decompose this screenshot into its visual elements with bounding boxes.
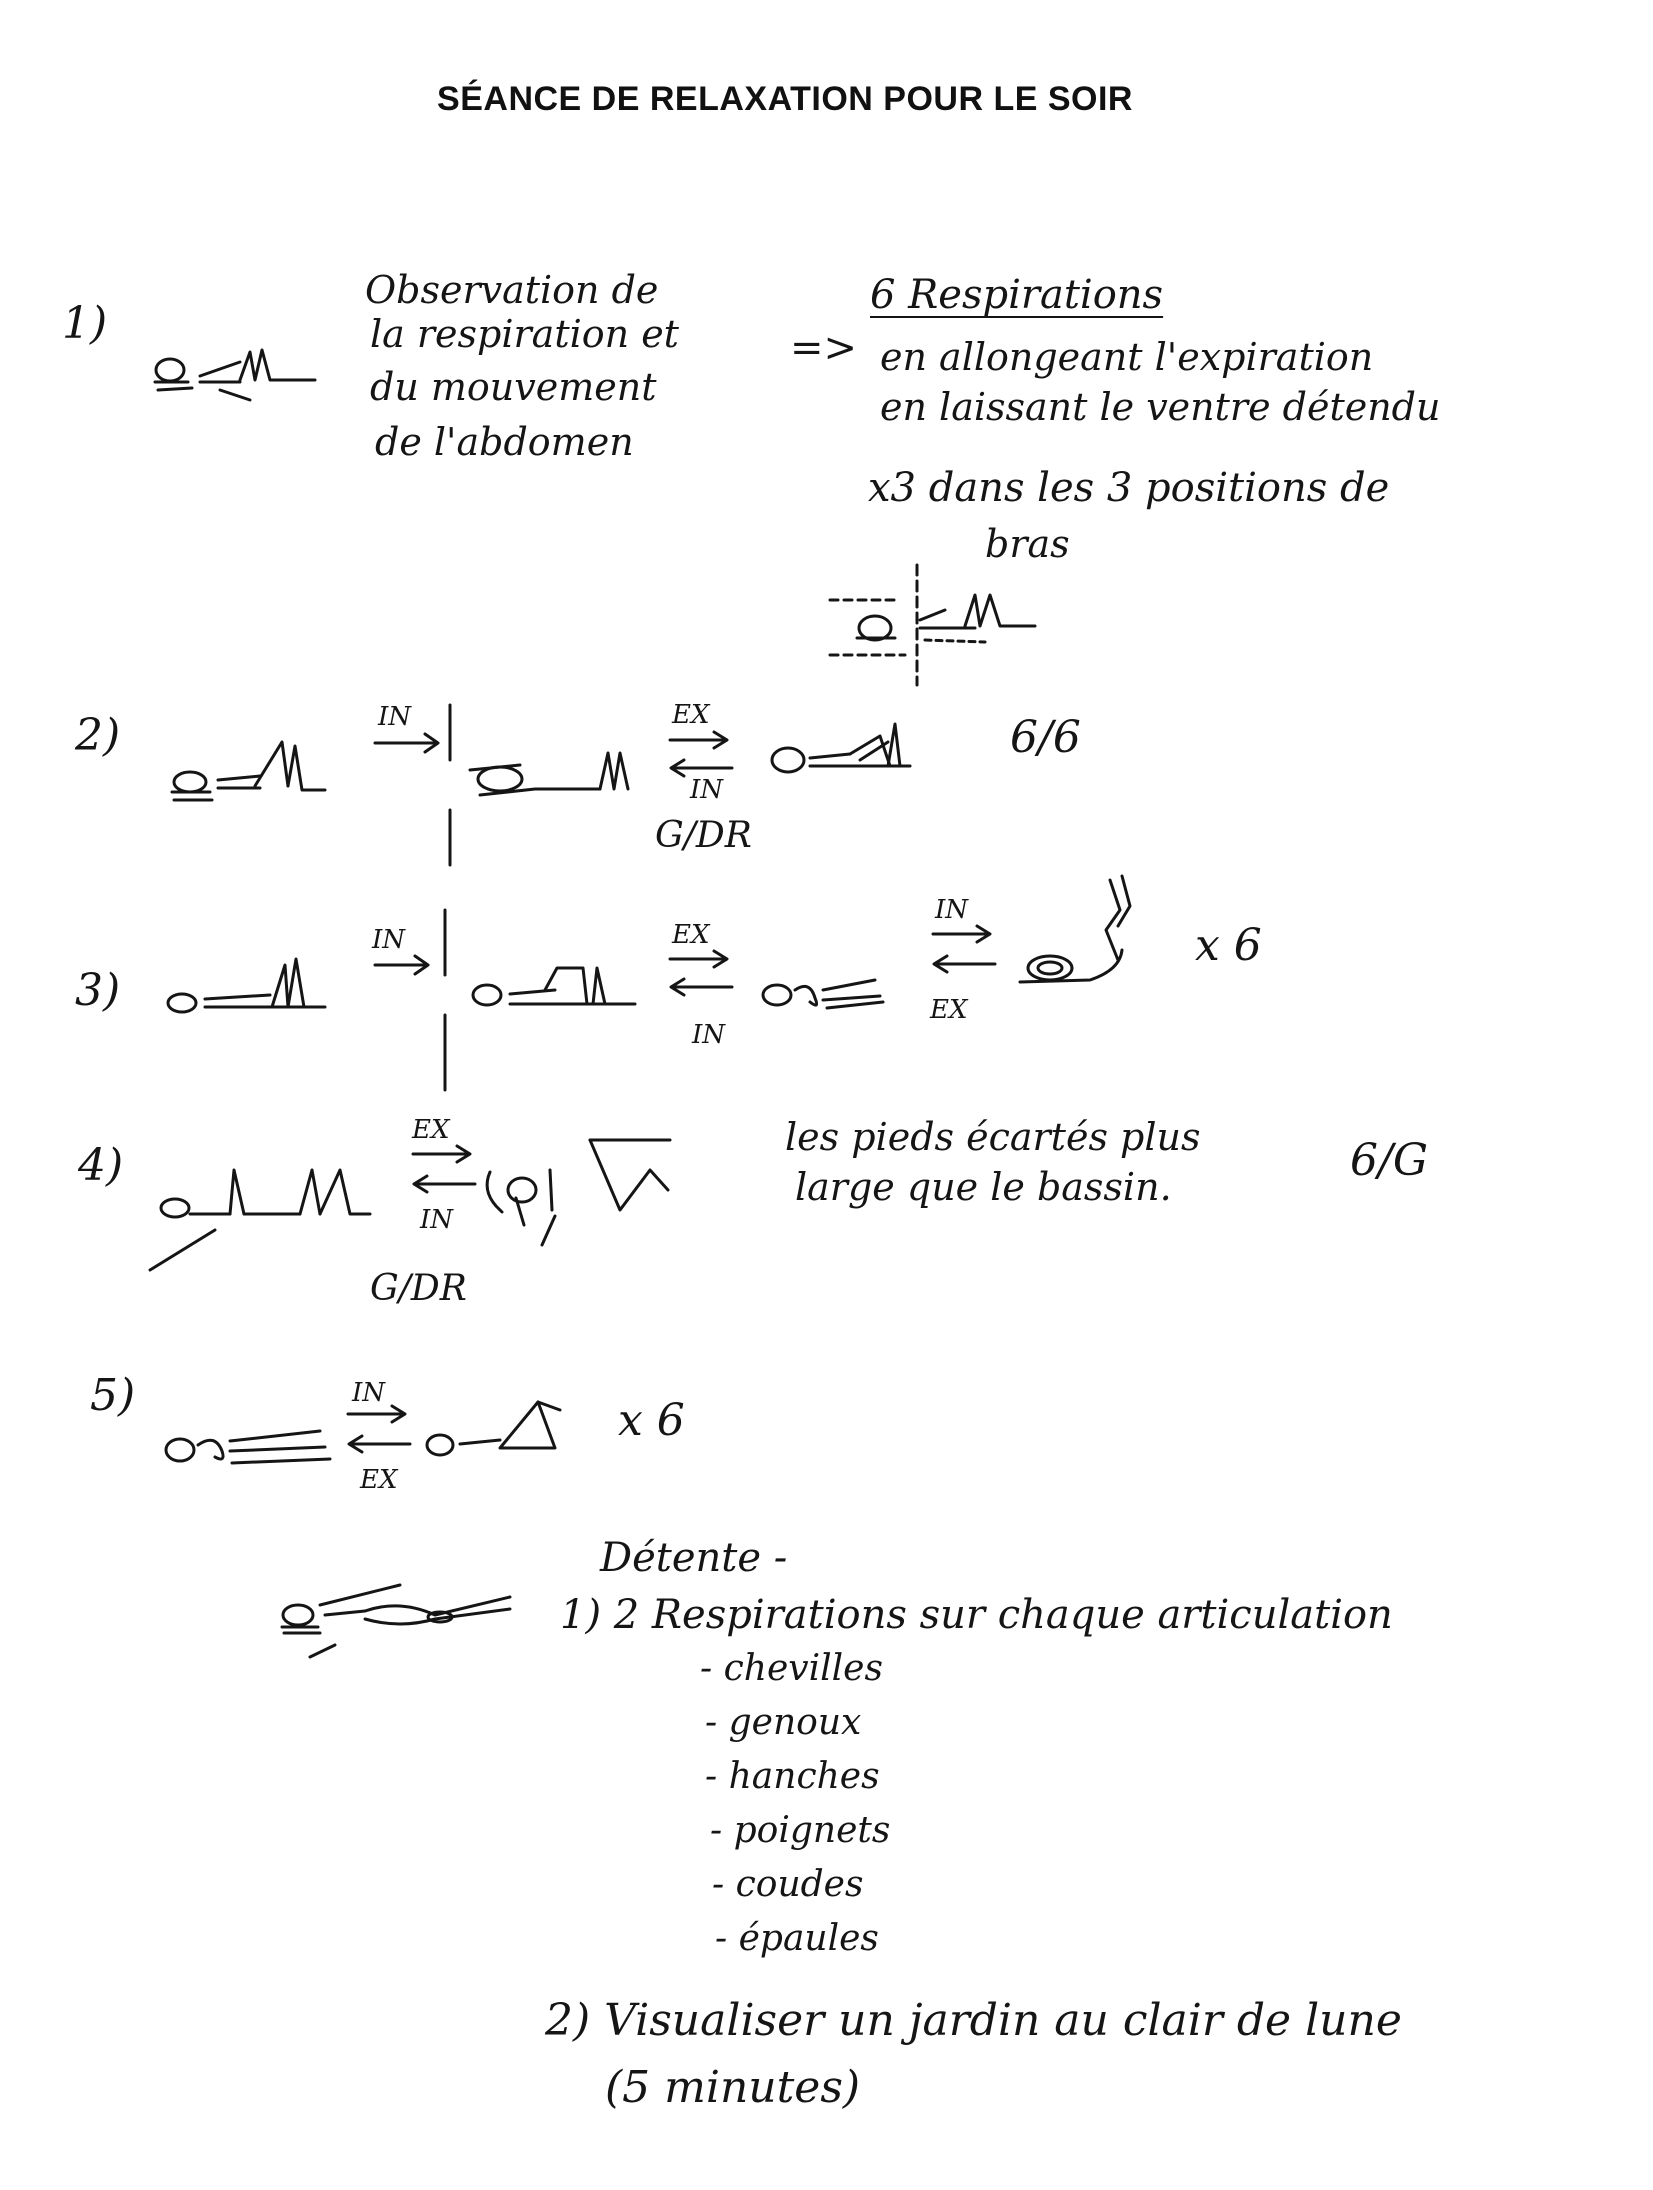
detente-item-2: 2) Visualiser un jardin au clair de lune: [545, 1995, 1402, 2046]
result-arrow: =>: [790, 325, 858, 371]
lying-knees-up-icon: [160, 945, 340, 1025]
step-4-note-line-2: large que le bassin.: [795, 1165, 1172, 1209]
step-3-number: 3): [75, 965, 121, 1016]
in-arrow-icon: [370, 950, 440, 980]
arms-positions-icon: [825, 560, 1045, 690]
step-3-in-label-2: IN: [692, 1020, 726, 1050]
bridge-start-icon: [465, 950, 665, 1020]
lying-figure-icon: [140, 340, 330, 410]
step-4-count: 6/G: [1350, 1135, 1428, 1186]
joint-epaules: - épaules: [715, 1918, 879, 1959]
observation-line-3: du mouvement: [370, 365, 657, 409]
step-5-ex-label: EX: [360, 1465, 398, 1495]
step-4-ex-label: EX: [412, 1115, 450, 1145]
step-3-ex-label-2: EX: [930, 995, 968, 1025]
detente-heading: Détente -: [600, 1535, 788, 1581]
detail-line-1: en allongeant l'expiration: [880, 335, 1374, 379]
lying-knees-triangle-icon: [420, 1390, 570, 1470]
joint-genoux: - genoux: [705, 1702, 862, 1743]
curled-figure-icon: [1010, 870, 1160, 1000]
lying-arms-up-icon: [460, 735, 660, 810]
step-3-in-label: IN: [372, 925, 406, 955]
observation-line-2: la respiration et: [370, 312, 679, 356]
step-4-side: G/DR: [370, 1268, 467, 1309]
in-ex-arrows-icon: [340, 1400, 420, 1462]
step-2-ex-label: EX: [672, 700, 710, 730]
ex-in-arrows-icon: [405, 1140, 485, 1202]
joint-coudes: - coudes: [712, 1864, 864, 1905]
step-1-number: 1): [62, 298, 108, 349]
step-2-in-label: IN: [378, 702, 412, 732]
step-2-number: 2): [75, 710, 121, 761]
joint-hanches: - hanches: [705, 1756, 880, 1797]
lying-knees-bent-icon: [160, 730, 350, 810]
divider-line: [440, 700, 460, 870]
step-5-in-label: IN: [352, 1378, 386, 1408]
step-5-count: x 6: [618, 1395, 685, 1446]
knees-to-chest-icon: [160, 1405, 340, 1475]
observation-line-4: de l'abdomen: [375, 420, 634, 464]
step-2-side: G/DR: [655, 815, 752, 856]
detail-line-2: en laissant le ventre détendu: [880, 385, 1441, 429]
repeat-line-cont: bras: [985, 522, 1070, 566]
repeat-line: x3 dans les 3 positions de: [868, 465, 1390, 511]
step-3-count: x 6: [1195, 920, 1262, 971]
detente-duration: (5 minutes): [605, 2062, 861, 2113]
knee-drop-twist-icon: [480, 1120, 720, 1250]
step-4-number: 4): [78, 1140, 124, 1191]
knees-to-chest-icon: [755, 950, 915, 1020]
step-4-note-line-1: les pieds écartés plus: [785, 1115, 1201, 1159]
divider-line: [435, 905, 455, 1095]
in-arrow-icon: [370, 728, 450, 758]
joint-chevilles: - chevilles: [700, 1648, 883, 1689]
detente-item-1: 1) 2 Respirations sur chaque articulation: [560, 1592, 1393, 1638]
step-4-in-label: IN: [420, 1205, 454, 1235]
step-2-in-label-2: IN: [690, 775, 724, 805]
step-3-in-label-3: IN: [935, 895, 969, 925]
ex-in-arrows-icon: [662, 945, 742, 1005]
lying-knees-side-icon: [760, 710, 930, 790]
respirations-heading: 6 Respirations: [870, 272, 1164, 318]
observation-line-1: Observation de: [365, 268, 659, 312]
in-ex-arrows-icon: [925, 920, 1005, 982]
relaxed-lying-figure-icon: [270, 1575, 530, 1665]
step-2-count: 6/6: [1010, 712, 1081, 763]
step-5-number: 5): [90, 1370, 136, 1421]
joint-poignets: - poignets: [710, 1810, 891, 1851]
lying-feet-apart-icon: [140, 1130, 380, 1280]
step-3-ex-label: EX: [672, 920, 710, 950]
page-title: SÉANCE DE RELAXATION POUR LE SOIR: [437, 80, 1133, 118]
